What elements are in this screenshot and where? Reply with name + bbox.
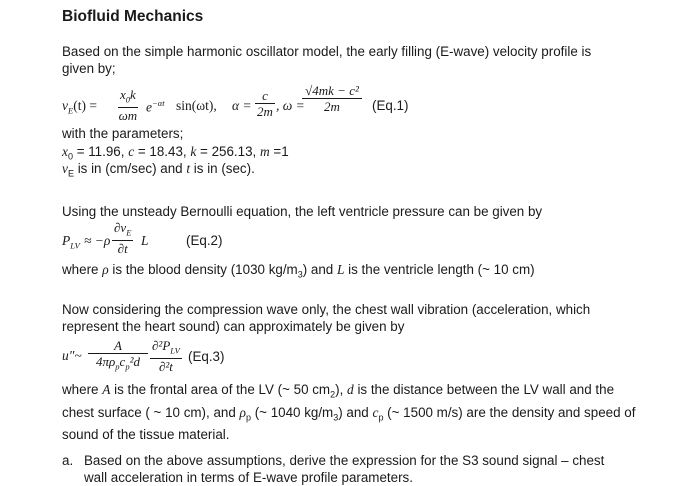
eq3-label: (Eq.3) <box>188 349 225 364</box>
units-line: $v_E$ is in (cm/sec) and t is in (sec). <box>62 161 255 179</box>
eq1-label: (Eq.1) <box>372 98 409 113</box>
eq1-amplitude-fraction: $\frac{x_0k}{\omega m}$ <box>118 87 138 123</box>
eq3-where: where A is the frontal area of the LV (~ 50 $cm_2$), d is the distance between the LV wall and the chest surface ( ~ 10 cm), and $\rho_p$ (~ 1040 $kg/m_3$) and $c_p$ (~ 1500 m/s) are the density and speed of sound of the tissue material. <box>62 382 636 443</box>
eq3-area-fraction: A $4\pi\rho_pc_p^2d$ <box>88 339 148 375</box>
eq3-lhs: u"~ <box>62 348 82 363</box>
question-a-marker: a. <box>62 453 74 468</box>
eq3-second-derivative: $\partial^2P_{LV}$ ∂²t <box>152 338 180 374</box>
intro-paragraph: Based on the simple harmonic oscillator model, the early filling (E-wave) velocity profile is given by; <box>62 44 592 76</box>
eq2-derivative: $\frac{\partial v_E}{\partial t}$ <box>114 220 132 256</box>
eq2-label: (Eq.2) <box>186 233 223 248</box>
params-line: $x_0 = 11.96$, c = 18.43, k = 256.13, m =1 <box>62 144 289 162</box>
eq2-where: where ρ is the blood density (1030 $kg/m_3$) and L is the ventricle length (~ 10 cm) <box>62 262 535 280</box>
page-title: Biofluid Mechanics <box>62 8 204 25</box>
eq1-exponential: $e^{-\alpha t}$ <box>146 98 165 115</box>
eq1-lhs: $v_E(t)$ = <box>62 98 97 116</box>
eq1-alpha-lhs: α = <box>232 98 252 113</box>
question-a-text: Based on the above assumptions, derive the expression for the S3 sound signal – chest wall acceleration in terms of E-wave profile parameters. <box>84 453 605 485</box>
compression-intro: Now considering the compression wave only, the chest wall vibration (acceleration, which represent the heart sound) can approximately be given by <box>62 302 591 334</box>
eq2-length: L <box>141 233 149 248</box>
eq2-lhs: $P_{LV}$ <box>62 233 80 251</box>
eq1-omega-fraction: $\frac{\text{√4mk − c²}}{2m}$ <box>302 84 362 114</box>
eq1-omega-lhs: , ω = <box>276 98 305 113</box>
eq2-approx: ≈ −ρ <box>84 233 111 248</box>
eq1-sine: sin(ωt), <box>176 98 217 113</box>
params-header: with the parameters; <box>62 126 184 141</box>
bernoulli-intro: Using the unsteady Bernoulli equation, the left ventricle pressure can be given by <box>62 204 543 219</box>
eq1-alpha-fraction: $\frac{c}{2m}$ <box>255 89 275 119</box>
